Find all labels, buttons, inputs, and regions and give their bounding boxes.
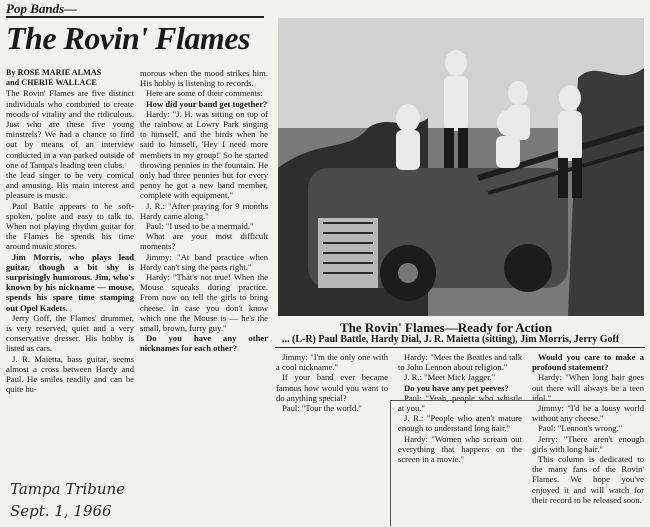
article-paragraph: Hardy: "That's not true! When the Mouse squeaks during practice. From now on tell the girls to bring cheese. In case you don't know which one the Mouse is — he's the small, brown, furry guy."	[140, 272, 268, 334]
band-photo	[278, 18, 644, 316]
article-paragraph: Paul: "Tour the world."	[282, 403, 362, 414]
article-paragraph: Jimmy: "I'm the only one with a cool nickname."	[276, 352, 388, 373]
article-paragraph: Jim Morris, who plays lead guitar, though a bit shy is surprisingly humorous. Jim, who's known by his nickname — mouse, spends his spare time stamping out Opel Kadets.	[6, 251, 134, 313]
article-paragraph: Jimmy: "I'd be a lousy world without any cheese."	[532, 403, 644, 424]
article-paragraph: Hardy: "Meet the Beatles and talk to John Lennon about religion."	[398, 352, 522, 373]
article-paragraph: Jerry: "There aren't enough girls with long hair."	[532, 433, 644, 454]
article-column-3	[276, 352, 388, 412]
article-paragraph: Hardy: "When long hair goes out there will always be a teen idol."	[532, 372, 644, 403]
article-paragraph: J. R. Maietta, bass guitar, seems almost a cross between Hardy and Paul. He smiles readily and can be quite hu-	[6, 353, 134, 395]
article-paragraph: How did your band get together?	[146, 98, 268, 109]
clipping-corner-box	[390, 400, 646, 526]
headline-text: The Rovin' Flames	[6, 20, 250, 56]
article-column-1	[6, 68, 134, 468]
photo-caption-credits: ... (L-R) Paul Battle, Hardy Dial, J. R. Maietta (sitting), Jim Morris, Jerry Goff	[282, 334, 620, 345]
article-paragraph: Hardy: "Women who scream out everything that happens on the screen in a movie."	[398, 433, 522, 465]
article-paragraph: Paul: "I used to be a mermaid."	[146, 221, 254, 232]
divider	[275, 347, 645, 348]
article-paragraph: Jimmy: "At band practice when Hardy can't sing the parts right."	[140, 251, 268, 272]
article-paragraph: Hardy: "J. H. was sitting on top of the rainbow at Lowry Park singing to himself, and the birds when he said to himself, 'Hey I need more members in my group!' So he started throwing pennies in the fountain. He only had three pennies but for every penny he got a new band member, complete with equipment."	[140, 108, 268, 201]
article-paragraph: Here are some of their comments:	[146, 88, 263, 99]
article-paragraph: Paul: "Yeah, people who whistle at you."	[398, 392, 522, 414]
article-paragraph: What are your most difficult moments?	[140, 231, 268, 252]
article-paragraph: This column is dedicated to the many fans of the Rovin' Flames. We hope you've enjoyed it and will watch for their record to be released soon.	[532, 454, 644, 505]
article-paragraph: The Rovin' Flames are five distinct individuals who combined to create moods of vitality and the ridiculous. Just who are these five young minstrels? We had a chance to find out by means of an interview conducted in a van parked outside of one of Tampa's leading teen clubs.	[6, 88, 134, 170]
article-paragraph: Would you care to make a profound statement?	[532, 352, 644, 373]
photo-caption-title: The Rovin' Flames—Ready for Action	[340, 320, 553, 335]
article-paragraph: Do you have any pet peeves?	[404, 382, 509, 393]
headline	[6, 16, 264, 60]
article-paragraph: J. R.: "Meet Mick Jagger."	[404, 372, 496, 383]
article-paragraph: Paul: "Lennon's wrong."	[538, 423, 623, 434]
section-kicker: Pop Bands—	[6, 1, 78, 16]
article-paragraph: By ROSE MARIE ALMAS	[6, 68, 102, 77]
handwritten-source: Tampa Tribune	[10, 480, 126, 498]
article-paragraph: Do you have any other nicknames for each other?	[140, 333, 268, 354]
article-paragraph: J. R.: "People who aren't mature enough to understand long hair."	[398, 413, 522, 434]
band-photo-image	[278, 18, 644, 316]
article-paragraph: and CHERIE WALLACE	[6, 78, 97, 88]
article-paragraph: J. R.: "After praying for 9 months Hardy came along."	[140, 200, 268, 221]
article-paragraph: morous when the mood strikes him. His hobby is listening to records.	[140, 68, 268, 89]
article-paragraph: the lead singer to be very comical and amusing. His main interest and pleasure is music.	[6, 170, 134, 201]
article-paragraph: Jerry Goff, the Flames' drummer, is very reserved, quiet and a very conservative dresser. His hobby is listed as cars.	[6, 312, 134, 354]
article-column-2	[140, 68, 268, 488]
handwritten-date: Sept. 1, 1966	[10, 502, 112, 520]
article-paragraph: Paul Battle appears to be soft-spoken, polite and easy to talk to. When not playing rhythm guitar for the Flames he spends his time around music stores.	[6, 200, 134, 252]
article-paragraph: If your band ever became famous how would you want to do anything special?	[276, 372, 388, 403]
